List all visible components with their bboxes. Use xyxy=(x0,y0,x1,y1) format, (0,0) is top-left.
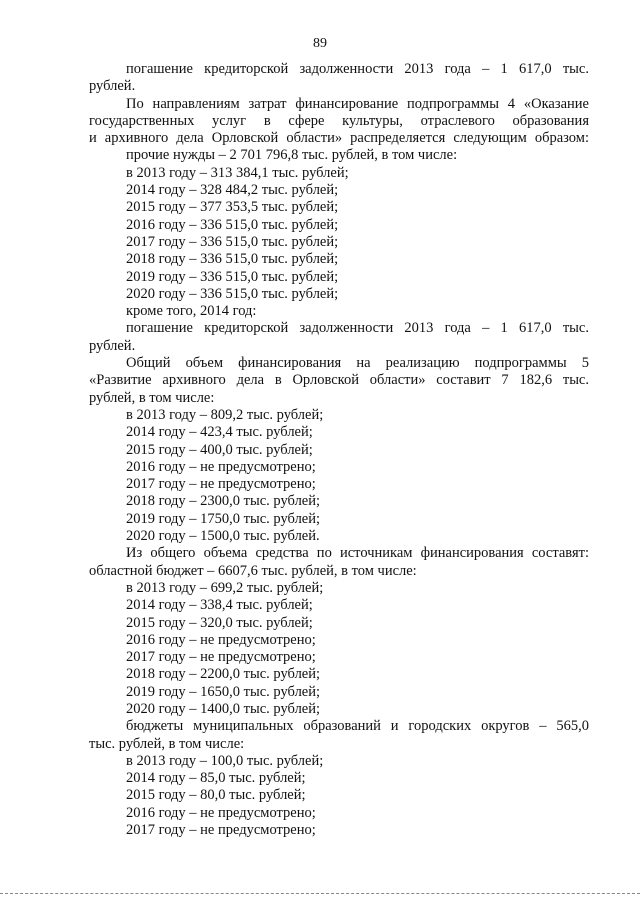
text-line: 2015 году – 400,0 тыс. рублей; xyxy=(126,441,313,458)
text-line: прочие нужды – 2 701 796,8 тыс. рублей, в том числе: xyxy=(126,147,458,164)
text-line: 2015 году – 320,0 тыс. рублей; xyxy=(126,614,313,631)
text-line: погашение кредиторской задолженности 2013 года – 1 617,0 тыс. xyxy=(126,320,589,337)
text-line: 2019 году – 1650,0 тыс. рублей; xyxy=(126,683,321,700)
page-bottom-rule xyxy=(0,893,640,894)
text-line: «Развитие архивного дела в Орловской области» составит 7 182,6 тыс. xyxy=(89,372,589,389)
text-line: 2020 году – 1400,0 тыс. рублей; xyxy=(126,700,321,717)
text-line: Общий объем финансирования на реализацию подпрограммы 5 xyxy=(126,355,589,372)
text-line: кроме того, 2014 год: xyxy=(126,303,257,320)
text-line: бюджеты муниципальных образований и городских округов – 565,0 xyxy=(126,718,589,735)
text-line: 2016 году – не предусмотрено; xyxy=(126,631,316,648)
text-line: 2014 году – 338,4 тыс. рублей; xyxy=(126,597,313,614)
text-line: 2016 году – не предусмотрено; xyxy=(126,458,316,475)
text-line: 2014 году – 328 484,2 тыс. рублей; xyxy=(126,182,339,199)
text-line: По направлениям затрат финансирование подпрограммы 4 «Оказание xyxy=(126,95,589,112)
text-line: 2020 году – 336 515,0 тыс. рублей; xyxy=(126,285,339,302)
text-line: погашение кредиторской задолженности 2013 года – 1 617,0 тыс. xyxy=(126,61,589,77)
text-line: 2019 году – 1750,0 тыс. рублей; xyxy=(126,510,321,527)
text-line: 2016 году – 336 515,0 тыс. рублей; xyxy=(126,216,339,233)
text-line: и архивного дела Орловской области» распределяется следующим образом: xyxy=(89,130,589,147)
text-line: 2016 году – не предусмотрено; xyxy=(126,804,316,821)
text-line: 2017 году – не предусмотрено; xyxy=(126,822,316,839)
text-line: областной бюджет – 6607,6 тыс. рублей, в том числе: xyxy=(89,562,417,579)
text-line: 2018 году – 2200,0 тыс. рублей; xyxy=(126,666,321,683)
text-line: 2015 году – 377 353,5 тыс. рублей; xyxy=(126,199,339,216)
text-line: 2017 году – не предусмотрено; xyxy=(126,476,316,493)
text-line: Из общего объема средства по источникам финансирования составят: xyxy=(126,545,589,562)
text-line: тыс. рублей, в том числе: xyxy=(89,735,245,752)
text-line: 2020 году – 1500,0 тыс. рублей. xyxy=(126,528,320,545)
text-line: 2018 году – 336 515,0 тыс. рублей; xyxy=(126,251,339,268)
text-line: 2017 году – 336 515,0 тыс. рублей; xyxy=(126,233,339,250)
text-line: в 2013 году – 699,2 тыс. рублей; xyxy=(126,579,324,596)
text-line: рублей, в том числе: xyxy=(89,389,215,406)
text-line: рублей. xyxy=(89,78,136,95)
text-line: 2019 году – 336 515,0 тыс. рублей; xyxy=(126,268,339,285)
document-body xyxy=(89,61,589,839)
text-line: в 2013 году – 313 384,1 тыс. рублей; xyxy=(126,164,349,181)
text-line: 2017 году – не предусмотрено; xyxy=(126,649,316,666)
text-line: 2014 году – 85,0 тыс. рублей; xyxy=(126,770,306,787)
text-line: 2015 году – 80,0 тыс. рублей; xyxy=(126,787,306,804)
text-line: государственных услуг в сфере культуры, отраслевого образования xyxy=(89,112,589,129)
text-line: рублей. xyxy=(89,337,136,354)
text-line: 2018 году – 2300,0 тыс. рублей; xyxy=(126,493,321,510)
text-line: в 2013 году – 100,0 тыс. рублей; xyxy=(126,752,324,769)
page-number: 89 xyxy=(313,36,327,51)
text-line: в 2013 году – 809,2 тыс. рублей; xyxy=(126,406,324,423)
text-line: 2014 году – 423,4 тыс. рублей; xyxy=(126,424,313,441)
